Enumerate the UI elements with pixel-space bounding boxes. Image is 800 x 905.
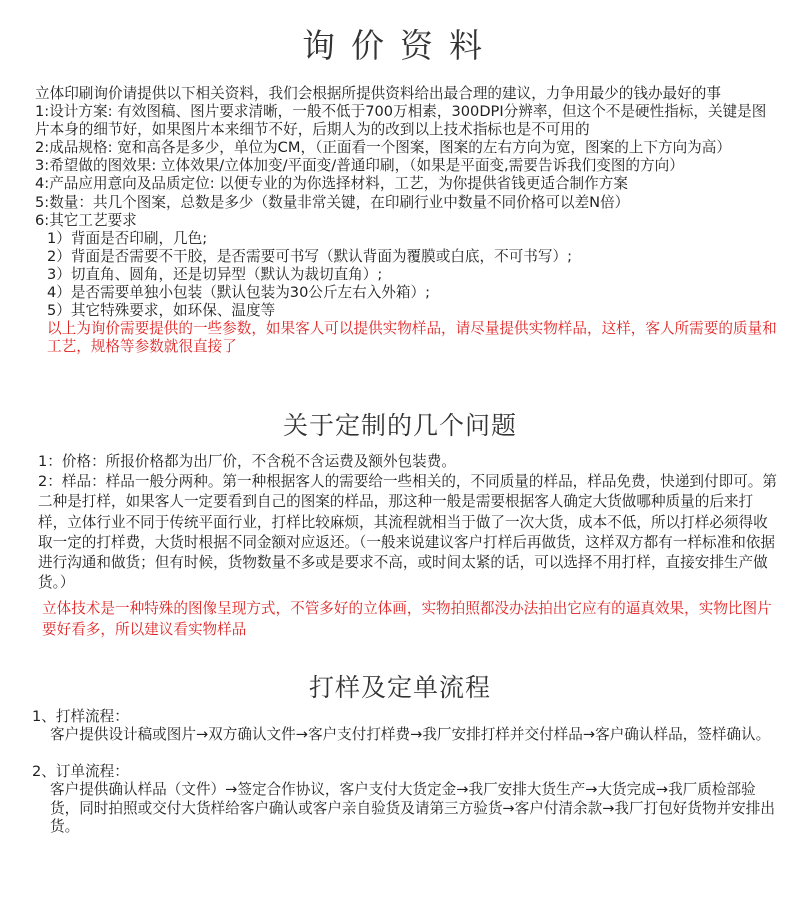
order-process-text: 客户提供确认样品（文件）→签定合作协议，客户支付大货定金→我厂安排大货生产→大货完成→我厂质检部验货，同时拍照或交付大货样给客户确认或客户亲自验货及请第三方验货→客户付清余款→我厂打包好货物并安排出货。 — [50, 781, 775, 836]
inquiry-item-5: 5:数量：共几个图案，总数是多少（数量非常关键，在印刷行业中数量不同价格可以差N倍） — [35, 193, 630, 211]
customization-note: 立体技术是一种特殊的图像呈现方式，不管多好的立体画，实物拍照都没办法拍出它应有的逼真效果，实物比图片要好看多，所以建议看实物样品 — [42, 600, 772, 638]
customization-samples: 2：样品：样品一般分两种。第一种根据客人的需要给一些相关的，不同质量的样品，样品免费，快递到付即可。第二种是打样，如果客人一定要看到自己的图案的样品，那这种一般是需要根据客人确定大货做哪种质量的后来打样，立体行业不同于传统平面行业，打样比较麻烦，其流程就相当于做了一次大货，成本不低，所以打样必须得收取一定的打样费，大货时根据不同金额对应返还。（一般来说建议客户打样后再做货，这样双方都有一样标准和依据进行沟通和做货；但有时候，货物数量不多或是要求不高，或时间太紧的话，可以选择不用打样，直接安排生产做货。） — [38, 473, 777, 592]
process-section — [32, 708, 780, 836]
inquiry-item-2: 2:成品规格: 宽和高各是多少，单位为CM，（正面看一个图案，图案的左右方向为宽，图案的上下方向为高） — [35, 139, 731, 157]
order-process-label: 2、订单流程： — [32, 762, 129, 780]
inquiry-item-4: 4:产品应用意向及品质定位: 以便专业的为你选择材料，工艺，为你提供省钱更适合制作方案 — [35, 175, 628, 193]
inquiry-note: 以上为询价需要提供的一些参数，如果客人可以提供实物样品，请尽量提供实物样品，这样，客人所需要的质量和工艺，规格等参数就很直接了 — [47, 320, 777, 356]
inquiry-item-1: 1:设计方案: 有效图稿、图片要求清晰，一般不低于700万相素，300DPI分辨率，但这个不是硬性指标，关键是图片本身的细节好，如果图片本来细节不好，后期人为的改到以上技术指标也是不可用的 — [35, 103, 767, 139]
customization-section — [24, 452, 782, 640]
inquiry-item-3: 3:希望做的图效果: 立体效果/立体加变/平面变/普通印刷，（如果是平面变,需要告诉我们变图的方向） — [35, 157, 684, 175]
inquiry-item-6: 6:其它工艺要求 — [35, 211, 137, 229]
section-title-inquiry: 询价资料 — [302, 26, 498, 65]
inquiry-intro: 立体印刷询价请提供以下相关资料，我们会根据所提供资料给出最合理的建议，力争用最少的钱办最好的事 — [35, 85, 721, 102]
section-title-process: 打样及定单流程 — [308, 673, 491, 702]
proof-process-label: 1、打样流程： — [32, 708, 129, 725]
section-title-customization: 关于定制的几个问题 — [282, 411, 517, 440]
inquiry-subitem-1: 1）背面是否印刷，几色; — [47, 229, 208, 247]
inquiry-subitem-4: 4）是否需要单独小包装（默认包装为30公斤左右入外箱）; — [47, 284, 431, 302]
proof-process-text: 客户提供设计稿或图片→双方确认文件→客户支付打样费→我厂安排打样并交付样品→客户确认样品，签样确认。 — [50, 726, 771, 744]
inquiry-subitem-5: 5）其它特殊要求，如环保、温度等 — [47, 302, 276, 320]
customization-price: 1：价格：所报价格都为出厂价，不含税不含运费及额外包装费。 — [38, 453, 456, 470]
inquiry-section — [19, 85, 779, 356]
inquiry-subitem-2: 2）背面是否需要不干胶，是否需要可书写（默认背面为覆膜或白底，不可书写）; — [47, 247, 572, 265]
inquiry-subitem-3: 3）切直角、圆角，还是切异型（默认为裁切直角）; — [47, 265, 383, 283]
